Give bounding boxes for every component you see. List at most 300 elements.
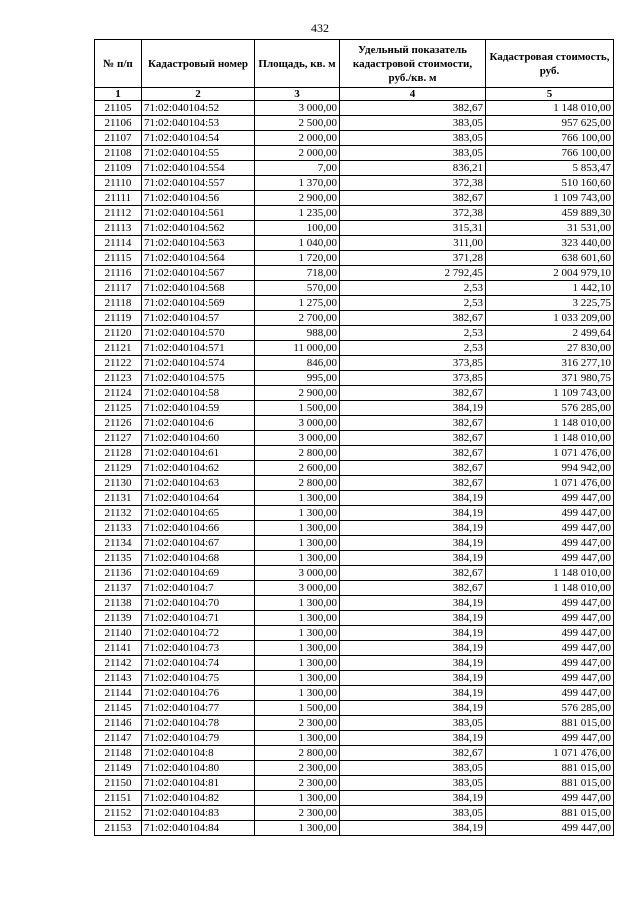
cadastral-number-cell: 71:02:040104:568 (142, 281, 255, 296)
cadastral-number-cell: 71:02:040104:53 (142, 116, 255, 131)
cadastral-number-cell: 71:02:040104:75 (142, 671, 255, 686)
area-cell: 995,00 (255, 371, 340, 386)
cadastral-value-cell: 881 015,00 (486, 716, 614, 731)
area-cell: 2 300,00 (255, 716, 340, 731)
cadastral-number-cell: 71:02:040104:72 (142, 626, 255, 641)
area-cell: 988,00 (255, 326, 340, 341)
area-cell: 570,00 (255, 281, 340, 296)
row-number-cell: 21128 (95, 446, 142, 461)
cadastral-value-cell: 499 447,00 (486, 791, 614, 806)
row-number-cell: 21120 (95, 326, 142, 341)
row-number-cell: 21141 (95, 641, 142, 656)
area-cell: 2 800,00 (255, 746, 340, 761)
specific-value-cell: 383,05 (340, 776, 486, 791)
area-cell: 7,00 (255, 161, 340, 176)
cadastral-value-cell: 499 447,00 (486, 686, 614, 701)
cadastral-number-cell: 71:02:040104:77 (142, 701, 255, 716)
area-cell: 1 300,00 (255, 521, 340, 536)
cadastral-value-cell: 1 071 476,00 (486, 446, 614, 461)
specific-value-cell: 384,19 (340, 536, 486, 551)
row-number-cell: 21117 (95, 281, 142, 296)
specific-value-cell: 383,05 (340, 116, 486, 131)
row-number-cell: 21112 (95, 206, 142, 221)
table-row (95, 701, 614, 716)
cadastral-number-cell: 71:02:040104:8 (142, 746, 255, 761)
table-row (95, 386, 614, 401)
cadastral-value-cell: 499 447,00 (486, 611, 614, 626)
cadastral-value-cell: 957 625,00 (486, 116, 614, 131)
specific-value-cell: 382,67 (340, 431, 486, 446)
row-number-cell: 21109 (95, 161, 142, 176)
specific-value-cell: 382,67 (340, 461, 486, 476)
row-number-cell: 21107 (95, 131, 142, 146)
cadastral-number-cell: 71:02:040104:64 (142, 491, 255, 506)
row-number-cell: 21135 (95, 551, 142, 566)
area-cell: 2 300,00 (255, 761, 340, 776)
row-number-cell: 21137 (95, 581, 142, 596)
cadastral-value-cell: 1 033 209,00 (486, 311, 614, 326)
row-number-cell: 21150 (95, 776, 142, 791)
cadastral-value-cell: 499 447,00 (486, 596, 614, 611)
area-cell: 1 300,00 (255, 551, 340, 566)
specific-value-cell: 382,67 (340, 566, 486, 581)
table-row (95, 251, 614, 266)
cadastral-value-cell: 3 225,75 (486, 296, 614, 311)
table-row (95, 521, 614, 536)
specific-value-cell: 315,31 (340, 221, 486, 236)
area-cell: 2 700,00 (255, 311, 340, 326)
specific-value-cell: 2,53 (340, 281, 486, 296)
table-row (95, 416, 614, 431)
table-row (95, 296, 614, 311)
cadastral-number-cell: 71:02:040104:76 (142, 686, 255, 701)
cadastral-number-cell: 71:02:040104:58 (142, 386, 255, 401)
cadastral-number-cell: 71:02:040104:56 (142, 191, 255, 206)
table-row (95, 116, 614, 131)
table-row (95, 596, 614, 611)
row-number-cell: 21123 (95, 371, 142, 386)
area-cell: 1 500,00 (255, 401, 340, 416)
area-cell: 1 300,00 (255, 641, 340, 656)
table-row (95, 221, 614, 236)
row-number-cell: 21131 (95, 491, 142, 506)
row-number-cell: 21142 (95, 656, 142, 671)
specific-value-cell: 384,19 (340, 701, 486, 716)
cadastral-value-cell: 1 148 010,00 (486, 566, 614, 581)
specific-value-cell: 384,19 (340, 671, 486, 686)
table-row (95, 611, 614, 626)
area-cell: 11 000,00 (255, 341, 340, 356)
cadastral-number-cell: 71:02:040104:63 (142, 476, 255, 491)
cadastral-number-cell: 71:02:040104:68 (142, 551, 255, 566)
specific-value-cell: 2,53 (340, 341, 486, 356)
specific-value-cell: 372,38 (340, 206, 486, 221)
row-number-cell: 21126 (95, 416, 142, 431)
table-row (95, 326, 614, 341)
cadastral-value-cell: 881 015,00 (486, 776, 614, 791)
specific-value-cell: 384,19 (340, 551, 486, 566)
specific-value-cell: 384,19 (340, 821, 486, 836)
row-number-cell: 21144 (95, 686, 142, 701)
area-cell: 1 500,00 (255, 701, 340, 716)
specific-value-cell: 384,19 (340, 791, 486, 806)
table-row (95, 311, 614, 326)
cadastral-value-cell: 1 071 476,00 (486, 476, 614, 491)
row-number-cell: 21111 (95, 191, 142, 206)
cadastral-number-cell: 71:02:040104:62 (142, 461, 255, 476)
specific-value-cell: 383,05 (340, 146, 486, 161)
specific-value-cell: 382,67 (340, 386, 486, 401)
cadastral-value-cell: 499 447,00 (486, 551, 614, 566)
area-cell: 1 300,00 (255, 686, 340, 701)
table-row (95, 551, 614, 566)
specific-value-cell: 382,67 (340, 311, 486, 326)
row-number-cell: 21106 (95, 116, 142, 131)
table-row (95, 656, 614, 671)
specific-value-cell: 311,00 (340, 236, 486, 251)
table-header-row (95, 40, 614, 88)
column-number: 3 (255, 88, 340, 101)
cadastral-number-cell: 71:02:040104:567 (142, 266, 255, 281)
area-cell: 1 300,00 (255, 821, 340, 836)
cadastral-value-cell: 2 499,64 (486, 326, 614, 341)
cadastral-value-cell: 510 160,60 (486, 176, 614, 191)
table-row (95, 341, 614, 356)
cadastral-value-cell: 576 285,00 (486, 401, 614, 416)
cadastral-number-cell: 71:02:040104:575 (142, 371, 255, 386)
specific-value-cell: 384,19 (340, 596, 486, 611)
table-row (95, 281, 614, 296)
cadastral-value-cell: 499 447,00 (486, 821, 614, 836)
cadastral-number-cell: 71:02:040104:569 (142, 296, 255, 311)
area-cell: 1 720,00 (255, 251, 340, 266)
row-number-cell: 21132 (95, 506, 142, 521)
area-cell: 1 300,00 (255, 536, 340, 551)
cadastral-value-cell: 27 830,00 (486, 341, 614, 356)
table-row (95, 461, 614, 476)
cadastral-number-cell: 71:02:040104:82 (142, 791, 255, 806)
specific-value-cell: 384,19 (340, 656, 486, 671)
cadastral-value-cell: 1 148 010,00 (486, 416, 614, 431)
area-cell: 3 000,00 (255, 566, 340, 581)
row-number-cell: 21108 (95, 146, 142, 161)
table-row (95, 626, 614, 641)
table-row (95, 821, 614, 836)
cadastral-number-cell: 71:02:040104:6 (142, 416, 255, 431)
specific-value-cell: 383,05 (340, 716, 486, 731)
table-row (95, 101, 614, 116)
cadastral-value-cell: 499 447,00 (486, 521, 614, 536)
specific-value-cell: 382,67 (340, 476, 486, 491)
row-number-cell: 21116 (95, 266, 142, 281)
cadastral-value-cell: 766 100,00 (486, 146, 614, 161)
row-number-cell: 21105 (95, 101, 142, 116)
cadastral-number-cell: 71:02:040104:557 (142, 176, 255, 191)
row-number-cell: 21152 (95, 806, 142, 821)
header-row-number: № п/п (95, 40, 142, 88)
cadastral-number-cell: 71:02:040104:59 (142, 401, 255, 416)
specific-value-cell: 384,19 (340, 401, 486, 416)
cadastral-number-cell: 71:02:040104:60 (142, 431, 255, 446)
specific-value-cell: 382,67 (340, 746, 486, 761)
specific-value-cell: 383,05 (340, 806, 486, 821)
area-cell: 718,00 (255, 266, 340, 281)
table-row (95, 176, 614, 191)
cadastral-value-cell: 499 447,00 (486, 656, 614, 671)
cadastral-number-cell: 71:02:040104:70 (142, 596, 255, 611)
specific-value-cell: 373,85 (340, 371, 486, 386)
specific-value-cell: 372,38 (340, 176, 486, 191)
row-number-cell: 21134 (95, 536, 142, 551)
specific-value-cell: 384,19 (340, 686, 486, 701)
row-number-cell: 21125 (95, 401, 142, 416)
cadastral-value-cell: 1 109 743,00 (486, 386, 614, 401)
specific-value-cell: 384,19 (340, 731, 486, 746)
cadastral-value-cell: 499 447,00 (486, 671, 614, 686)
row-number-cell: 21143 (95, 671, 142, 686)
table-row (95, 536, 614, 551)
specific-value-cell: 836,21 (340, 161, 486, 176)
specific-value-cell: 371,28 (340, 251, 486, 266)
cadastral-number-cell: 71:02:040104:84 (142, 821, 255, 836)
cadastral-number-cell: 71:02:040104:52 (142, 101, 255, 116)
cadastral-value-cell: 499 447,00 (486, 506, 614, 521)
page-number: 432 (311, 21, 329, 35)
row-number-cell: 21146 (95, 716, 142, 731)
header-cadastral-value: Кадастровая стоимость, руб. (486, 40, 614, 88)
cadastral-number-cell: 71:02:040104:61 (142, 446, 255, 461)
area-cell: 2 300,00 (255, 806, 340, 821)
table-row (95, 236, 614, 251)
cadastral-number-cell: 71:02:040104:73 (142, 641, 255, 656)
cadastral-value-cell: 499 447,00 (486, 626, 614, 641)
row-number-cell: 21151 (95, 791, 142, 806)
cadastral-value-cell: 576 285,00 (486, 701, 614, 716)
specific-value-cell: 2 792,45 (340, 266, 486, 281)
specific-value-cell: 384,19 (340, 611, 486, 626)
cadastral-number-cell: 71:02:040104:67 (142, 536, 255, 551)
row-number-cell: 21129 (95, 461, 142, 476)
table-row (95, 671, 614, 686)
area-cell: 1 300,00 (255, 671, 340, 686)
area-cell: 3 000,00 (255, 431, 340, 446)
row-number-cell: 21130 (95, 476, 142, 491)
area-cell: 1 300,00 (255, 626, 340, 641)
cadastral-number-cell: 71:02:040104:81 (142, 776, 255, 791)
table-row (95, 686, 614, 701)
row-number-cell: 21115 (95, 251, 142, 266)
cadastral-number-cell: 71:02:040104:71 (142, 611, 255, 626)
cadastral-number-cell: 71:02:040104:66 (142, 521, 255, 536)
header-specific-value: Удельный показатель кадастровой стоимости, руб./кв. м (340, 40, 486, 88)
specific-value-cell: 384,19 (340, 641, 486, 656)
table-row (95, 581, 614, 596)
area-cell: 1 300,00 (255, 491, 340, 506)
row-number-cell: 21149 (95, 761, 142, 776)
row-number-cell: 21121 (95, 341, 142, 356)
cadastral-value-cell: 5 853,47 (486, 161, 614, 176)
cadastral-value-cell: 1 109 743,00 (486, 191, 614, 206)
specific-value-cell: 382,67 (340, 446, 486, 461)
specific-value-cell: 384,19 (340, 506, 486, 521)
header-cadastral-number: Кадастровый номер (142, 40, 255, 88)
specific-value-cell: 383,05 (340, 131, 486, 146)
cadastral-number-cell: 71:02:040104:554 (142, 161, 255, 176)
specific-value-cell: 382,67 (340, 191, 486, 206)
table-row (95, 161, 614, 176)
specific-value-cell: 2,53 (340, 296, 486, 311)
row-number-cell: 21119 (95, 311, 142, 326)
area-cell: 1 370,00 (255, 176, 340, 191)
area-cell: 2 900,00 (255, 386, 340, 401)
table-row (95, 476, 614, 491)
cadastral-number-cell: 71:02:040104:564 (142, 251, 255, 266)
cadastral-number-cell: 71:02:040104:570 (142, 326, 255, 341)
area-cell: 2 800,00 (255, 446, 340, 461)
area-cell: 2 900,00 (255, 191, 340, 206)
table-row (95, 641, 614, 656)
specific-value-cell: 384,19 (340, 491, 486, 506)
cadastral-value-cell: 1 148 010,00 (486, 581, 614, 596)
cadastral-value-cell: 499 447,00 (486, 641, 614, 656)
table-body (95, 101, 614, 836)
column-number-row (95, 88, 614, 101)
cadastral-value-cell: 499 447,00 (486, 491, 614, 506)
table-row (95, 506, 614, 521)
column-number: 1 (95, 88, 142, 101)
header-area: Площадь, кв. м (255, 40, 340, 88)
cadastral-value-cell: 316 277,10 (486, 356, 614, 371)
cadastral-number-cell: 71:02:040104:74 (142, 656, 255, 671)
row-number-cell: 21110 (95, 176, 142, 191)
specific-value-cell: 384,19 (340, 521, 486, 536)
row-number-cell: 21127 (95, 431, 142, 446)
row-number-cell: 21148 (95, 746, 142, 761)
cadastral-number-cell: 71:02:040104:83 (142, 806, 255, 821)
table-row (95, 401, 614, 416)
cadastral-number-cell: 71:02:040104:54 (142, 131, 255, 146)
table-row (95, 146, 614, 161)
cadastral-value-table (94, 39, 614, 836)
row-number-cell: 21147 (95, 731, 142, 746)
area-cell: 1 300,00 (255, 791, 340, 806)
column-number: 4 (340, 88, 486, 101)
area-cell: 1 235,00 (255, 206, 340, 221)
table-row (95, 491, 614, 506)
cadastral-value-cell: 1 071 476,00 (486, 746, 614, 761)
cadastral-number-cell: 71:02:040104:80 (142, 761, 255, 776)
cadastral-value-cell: 994 942,00 (486, 461, 614, 476)
cadastral-value-cell: 1 148 010,00 (486, 431, 614, 446)
cadastral-number-cell: 71:02:040104:563 (142, 236, 255, 251)
table-row (95, 746, 614, 761)
table-row (95, 776, 614, 791)
cadastral-value-cell: 459 889,30 (486, 206, 614, 221)
area-cell: 3 000,00 (255, 581, 340, 596)
cadastral-number-cell: 71:02:040104:574 (142, 356, 255, 371)
area-cell: 2 800,00 (255, 476, 340, 491)
table-row (95, 191, 614, 206)
cadastral-number-cell: 71:02:040104:78 (142, 716, 255, 731)
cadastral-number-cell: 71:02:040104:65 (142, 506, 255, 521)
area-cell: 3 000,00 (255, 416, 340, 431)
cadastral-value-cell: 499 447,00 (486, 731, 614, 746)
specific-value-cell: 382,67 (340, 416, 486, 431)
row-number-cell: 21122 (95, 356, 142, 371)
cadastral-number-cell: 71:02:040104:79 (142, 731, 255, 746)
specific-value-cell: 383,05 (340, 761, 486, 776)
specific-value-cell: 373,85 (340, 356, 486, 371)
table-row (95, 131, 614, 146)
table-row (95, 371, 614, 386)
row-number-cell: 21118 (95, 296, 142, 311)
cadastral-number-cell: 71:02:040104:57 (142, 311, 255, 326)
table-row (95, 431, 614, 446)
row-number-cell: 21140 (95, 626, 142, 641)
row-number-cell: 21113 (95, 221, 142, 236)
row-number-cell: 21124 (95, 386, 142, 401)
specific-value-cell: 382,67 (340, 101, 486, 116)
row-number-cell: 21153 (95, 821, 142, 836)
table-row (95, 731, 614, 746)
area-cell: 100,00 (255, 221, 340, 236)
table-row (95, 791, 614, 806)
cadastral-number-cell: 71:02:040104:562 (142, 221, 255, 236)
cadastral-value-cell: 2 004 979,10 (486, 266, 614, 281)
cadastral-value-cell: 499 447,00 (486, 536, 614, 551)
cadastral-number-cell: 71:02:040104:69 (142, 566, 255, 581)
cadastral-value-cell: 881 015,00 (486, 806, 614, 821)
cadastral-number-cell: 71:02:040104:55 (142, 146, 255, 161)
table-row (95, 716, 614, 731)
cadastral-value-cell: 1 442,10 (486, 281, 614, 296)
area-cell: 2 000,00 (255, 146, 340, 161)
area-cell: 1 300,00 (255, 611, 340, 626)
row-number-cell: 21133 (95, 521, 142, 536)
row-number-cell: 21136 (95, 566, 142, 581)
cadastral-value-cell: 766 100,00 (486, 131, 614, 146)
area-cell: 2 500,00 (255, 116, 340, 131)
column-number: 5 (486, 88, 614, 101)
specific-value-cell: 384,19 (340, 626, 486, 641)
table-row (95, 356, 614, 371)
cadastral-value-cell: 31 531,00 (486, 221, 614, 236)
column-number: 2 (142, 88, 255, 101)
cadastral-number-cell: 71:02:040104:561 (142, 206, 255, 221)
area-cell: 1 300,00 (255, 656, 340, 671)
cadastral-number-cell: 71:02:040104:571 (142, 341, 255, 356)
area-cell: 1 275,00 (255, 296, 340, 311)
cadastral-value-cell: 881 015,00 (486, 761, 614, 776)
table-row (95, 566, 614, 581)
area-cell: 1 300,00 (255, 731, 340, 746)
cadastral-value-cell: 638 601,60 (486, 251, 614, 266)
area-cell: 3 000,00 (255, 101, 340, 116)
area-cell: 2 300,00 (255, 776, 340, 791)
table-row (95, 761, 614, 776)
area-cell: 1 300,00 (255, 506, 340, 521)
area-cell: 1 300,00 (255, 596, 340, 611)
cadastral-value-cell: 371 980,75 (486, 371, 614, 386)
specific-value-cell: 2,53 (340, 326, 486, 341)
area-cell: 2 000,00 (255, 131, 340, 146)
row-number-cell: 21145 (95, 701, 142, 716)
area-cell: 2 600,00 (255, 461, 340, 476)
cadastral-value-cell: 323 440,00 (486, 236, 614, 251)
table-row (95, 806, 614, 821)
area-cell: 1 040,00 (255, 236, 340, 251)
area-cell: 846,00 (255, 356, 340, 371)
